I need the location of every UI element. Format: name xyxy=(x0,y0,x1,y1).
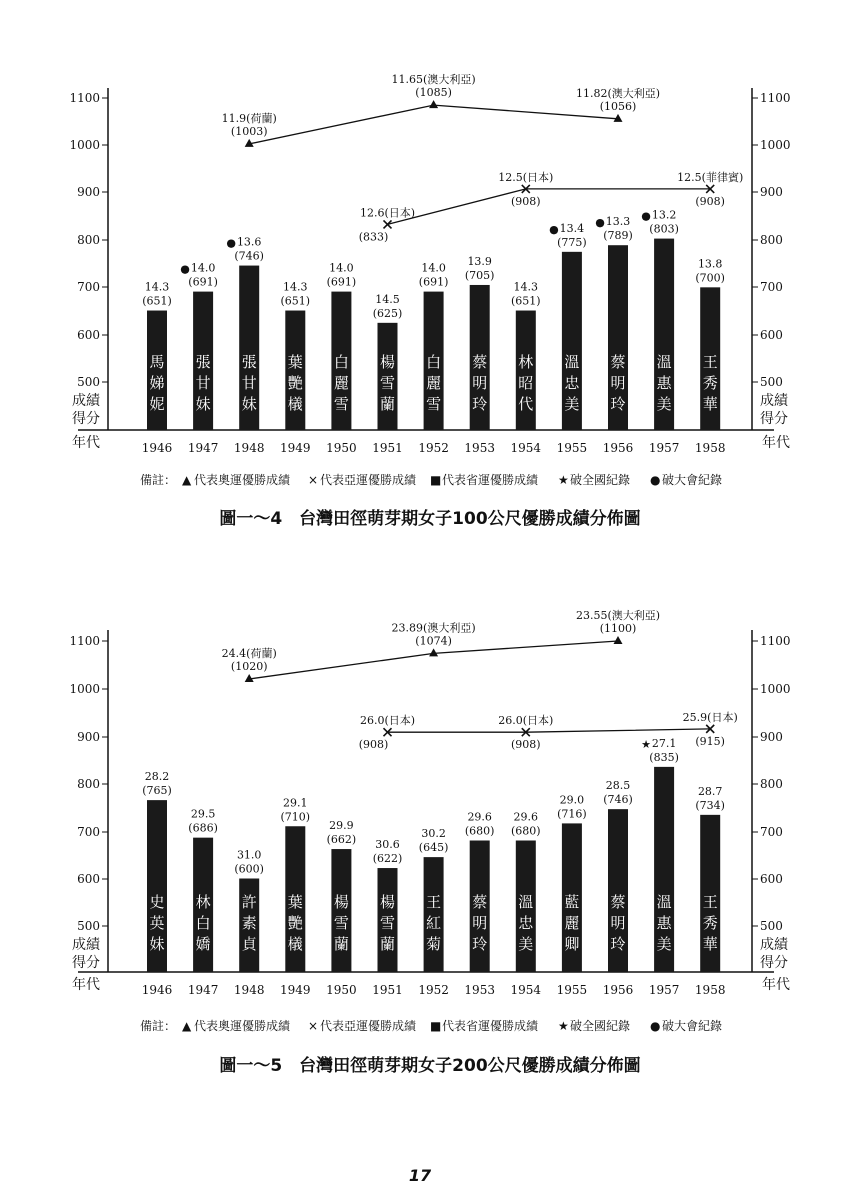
legend-item-text: 破大會紀錄 xyxy=(662,1019,723,1033)
bar-athlete-char: 王 xyxy=(426,893,442,911)
olympic-score-label: (1056) xyxy=(599,99,637,113)
bar-athlete-char: 明 xyxy=(472,914,488,932)
figure-caption: 圖一～4 台灣田徑萌芽期女子100公尺優勝成績分佈圖 xyxy=(219,509,641,529)
bar-athlete-char: 馬 xyxy=(149,353,165,371)
bar-athlete-name xyxy=(288,893,303,953)
bar-time-label: 13.2 xyxy=(651,208,677,222)
bar-time-label: 14.0 xyxy=(190,261,216,275)
bar-athlete-char: 妹 xyxy=(241,395,257,413)
bar-athlete-char: 華 xyxy=(702,395,718,413)
bar-score-label: (700) xyxy=(695,271,725,285)
bar-athlete-char: 玲 xyxy=(472,935,488,953)
score-label-left-1: 成績 xyxy=(72,937,100,953)
legend-symbol: ■ xyxy=(430,1019,442,1033)
bar-athlete-char: 昭 xyxy=(518,374,534,392)
olympic-score-label: (1085) xyxy=(415,86,452,100)
bar-score-label: (662) xyxy=(326,833,357,847)
olympic-record-label: 23.55(澳大利亞) xyxy=(575,609,661,622)
asian-score-label: (908) xyxy=(695,194,725,208)
y-tick-label-right: 700 xyxy=(760,825,783,839)
bar-athlete-name xyxy=(472,893,487,953)
score-label-right-2: 得分 xyxy=(760,411,788,427)
y-tick-label-left: 900 xyxy=(77,185,100,199)
bar-athlete-char: 娣 xyxy=(149,374,165,392)
legend-item-text: 代表奧運優勝成績 xyxy=(194,1019,291,1033)
bar-time-label: 13.3 xyxy=(605,215,631,229)
bar-athlete-char: 玲 xyxy=(610,935,626,953)
bar-score-label: (600) xyxy=(234,862,264,876)
bar-time-label: 31.0 xyxy=(236,848,262,862)
score-label-right-1: 成績 xyxy=(760,937,788,953)
bar-athlete-char: 甘 xyxy=(195,374,211,392)
bar-athlete-char: 雪 xyxy=(426,395,442,413)
bar-athlete-char: 麗 xyxy=(426,374,442,392)
score-label-left-2: 得分 xyxy=(72,411,100,427)
legend-symbol: ▲ xyxy=(182,1019,192,1033)
bar-time-label: 14.3 xyxy=(144,280,170,294)
bar-score-label: (765) xyxy=(142,784,172,798)
bar-athlete-char: 蔡 xyxy=(472,893,488,911)
x-tick-label: 1948 xyxy=(233,983,265,997)
chart-100m xyxy=(69,72,790,529)
y-tick-label-right: 1000 xyxy=(760,138,791,152)
bar-athlete-name xyxy=(380,893,395,953)
y-tick-label-right: 900 xyxy=(760,730,783,744)
bar-athlete-char: 艷 xyxy=(287,914,303,932)
bar-time-label: 13.4 xyxy=(559,221,585,235)
bar-athlete-char: 惠 xyxy=(656,374,672,392)
bar-athlete-name xyxy=(472,353,487,413)
bar-athlete-char: 林 xyxy=(195,893,211,911)
x-tick-label: 1949 xyxy=(280,441,311,455)
legend-item-text: 破全國紀錄 xyxy=(570,473,631,487)
bar-athlete-char: 美 xyxy=(656,935,672,953)
x-tick-label: 1946 xyxy=(141,983,173,997)
bar-athlete-name xyxy=(149,353,164,413)
bar-athlete-char: 蔡 xyxy=(472,353,488,371)
asian-record-label: 12.6(日本) xyxy=(359,206,416,220)
bar-athlete-name xyxy=(564,353,580,413)
olympic-marker xyxy=(429,100,438,108)
y-tick-label-right: 600 xyxy=(760,872,783,886)
bar-score-label: (734) xyxy=(695,798,725,812)
asian-record-label: 26.0(日本) xyxy=(359,714,416,728)
bar-time-label: 30.2 xyxy=(421,827,446,841)
legend-symbol: ▲ xyxy=(182,473,192,487)
asian-record-label: 12.5(日本) xyxy=(498,170,554,184)
bar-time-label: 14.0 xyxy=(421,261,446,275)
asian-score-label: (908) xyxy=(511,738,541,752)
bar-athlete-char: 葉 xyxy=(287,893,303,911)
bar-athlete-char: 素 xyxy=(241,914,257,932)
bar-athlete-char: 蘭 xyxy=(333,935,349,953)
y-tick-label-left: 700 xyxy=(77,280,100,294)
bar-athlete-char: 白 xyxy=(426,353,442,371)
bar-athlete-name xyxy=(149,893,164,953)
bar-athlete-char: 楊 xyxy=(379,893,396,911)
x-tick-label: 1954 xyxy=(510,983,542,997)
chart-200m xyxy=(69,608,790,1076)
score-label-left-1: 成績 xyxy=(72,393,100,409)
x-tick-label: 1954 xyxy=(510,441,542,455)
score-label-right-2: 得分 xyxy=(760,955,788,971)
bar-athlete-char: 檥 xyxy=(287,935,303,953)
bar-score-label: (789) xyxy=(603,229,633,243)
legend-item-text: 破全國紀錄 xyxy=(570,1019,631,1033)
bar-time-label: 28.2 xyxy=(144,770,170,784)
bar-athlete-char: 明 xyxy=(610,914,626,932)
bar-time-label: 14.5 xyxy=(375,292,400,306)
bar-athlete-name xyxy=(657,353,673,413)
meet-record-mark: ● xyxy=(549,222,559,236)
year-label-right: 年代 xyxy=(762,435,790,451)
x-tick-label: 1957 xyxy=(648,983,680,997)
y-tick-label-left: 1100 xyxy=(69,634,100,648)
legend-item-text: 代表奧運優勝成績 xyxy=(194,473,291,487)
bar-athlete-char: 史 xyxy=(149,893,165,911)
bar-athlete-name xyxy=(380,353,395,413)
meet-record-mark: ● xyxy=(180,262,190,276)
legend-symbol: ★ xyxy=(558,473,569,487)
bar-athlete-char: 林 xyxy=(518,353,534,371)
y-tick-label-right: 1000 xyxy=(760,682,791,696)
y-tick-label-left: 800 xyxy=(77,777,100,791)
legend-item-text: 代表省運優勝成績 xyxy=(442,1019,539,1033)
y-tick-label-right: 1100 xyxy=(760,91,791,105)
x-tick-label: 1956 xyxy=(602,441,634,455)
bar-athlete-char: 忠 xyxy=(564,374,580,392)
bar-athlete-char: 卿 xyxy=(564,935,580,953)
olympic-score-label: (1074) xyxy=(415,634,452,648)
bar-athlete-char: 艷 xyxy=(287,374,303,392)
olympic-score-label: (1020) xyxy=(230,660,268,673)
bar-score-label: (746) xyxy=(234,249,264,263)
bar-time-label: 28.7 xyxy=(697,784,723,798)
bar-score-label: (775) xyxy=(557,235,587,249)
x-tick-label: 1946 xyxy=(141,441,173,455)
y-tick-label-left: 600 xyxy=(77,872,100,886)
bar-athlete-char: 美 xyxy=(518,935,534,953)
asian-score-label: (915) xyxy=(695,734,725,748)
asian-line xyxy=(388,729,711,732)
bar-score-label: (691) xyxy=(188,275,218,289)
x-tick-label: 1953 xyxy=(464,441,495,455)
bar-athlete-char: 雪 xyxy=(379,914,396,932)
bar-athlete-char: 楊 xyxy=(333,893,349,911)
bar-score-label: (645) xyxy=(418,841,449,855)
bar-time-label: 13.8 xyxy=(697,257,723,271)
bar-score-label: (803) xyxy=(649,222,679,236)
bar-athlete-name xyxy=(426,893,441,953)
bar-athlete-name xyxy=(703,893,718,953)
x-tick-label: 1958 xyxy=(694,983,726,997)
legend-symbol: ● xyxy=(650,1019,661,1033)
bar-athlete-char: 檥 xyxy=(287,395,303,413)
y-tick-label-right: 800 xyxy=(760,777,783,791)
bar-athlete-char: 英 xyxy=(149,914,165,932)
bar-athlete-char: 秀 xyxy=(702,914,718,932)
legend xyxy=(140,1018,722,1033)
national-record-mark: ★ xyxy=(641,737,652,751)
bar-athlete-char: 貞 xyxy=(241,935,257,953)
bar-athlete-char: 玲 xyxy=(472,395,488,413)
y-tick-label-right: 500 xyxy=(760,919,783,933)
x-tick-label: 1947 xyxy=(187,983,219,997)
bar-athlete-name xyxy=(242,893,258,953)
legend-symbol: ★ xyxy=(558,1019,569,1033)
bar-athlete-name xyxy=(703,353,718,413)
bar-athlete-name xyxy=(518,353,533,413)
bar-athlete-char: 王 xyxy=(702,353,718,371)
score-label-left-2: 得分 xyxy=(72,955,100,971)
bar-athlete-char: 王 xyxy=(702,893,718,911)
bar-score-label: (716) xyxy=(557,807,587,821)
page-number: 17 xyxy=(408,1166,432,1185)
bar-athlete-char: 秀 xyxy=(702,374,718,392)
y-tick-label-left: 900 xyxy=(77,730,100,744)
figure-caption: 圖一～5 台灣田徑萌芽期女子200公尺優勝成績分佈圖 xyxy=(219,1056,641,1076)
y-tick-label-right: 1100 xyxy=(760,634,791,648)
bar-athlete-char: 紅 xyxy=(426,914,442,932)
y-tick-label-right: 800 xyxy=(760,233,783,247)
asian-marker xyxy=(384,220,392,228)
asian-score-label: (833) xyxy=(358,230,389,244)
bar-athlete-char: 美 xyxy=(564,395,580,413)
bar-time-label: 29.5 xyxy=(190,807,216,821)
bar-score-label: (710) xyxy=(280,810,311,824)
bar-athlete-char: 楊 xyxy=(379,353,396,371)
bar-time-label: 13.9 xyxy=(467,254,492,268)
bar-athlete-char: 雪 xyxy=(333,914,349,932)
olympic-score-label: (1100) xyxy=(599,622,637,635)
bar-athlete-char: 白 xyxy=(333,353,349,371)
bar-athlete-char: 藍 xyxy=(564,893,580,911)
bar-athlete-char: 代 xyxy=(518,395,534,413)
olympic-record-label: 23.89(澳大利亞) xyxy=(391,621,476,635)
olympic-marker xyxy=(429,648,438,656)
olympic-line xyxy=(249,105,618,144)
bar-score-label: (651) xyxy=(142,294,172,308)
legend-prefix: 備註： xyxy=(140,473,177,487)
olympic-record-label: 11.65(澳大利亞) xyxy=(391,73,476,87)
olympic-record-label: 11.9(荷蘭) xyxy=(221,111,277,125)
bar-athlete-char: 白 xyxy=(195,914,211,932)
x-tick-label: 1955 xyxy=(556,983,588,997)
olympic-score-label: (1003) xyxy=(230,124,268,138)
bar-athlete-name xyxy=(334,353,349,413)
bar-score-label: (680) xyxy=(464,824,495,838)
bar-athlete-char: 張 xyxy=(195,353,211,371)
bar-athlete-char: 雪 xyxy=(333,395,349,413)
olympic-record-label: 24.4(荷蘭) xyxy=(221,647,277,660)
x-tick-label: 1949 xyxy=(280,983,311,997)
bar-athlete-char: 溫 xyxy=(656,353,672,371)
bar-athlete-char: 溫 xyxy=(518,893,534,911)
asian-record-label: 12.5(菲律賓) xyxy=(677,170,744,184)
x-tick-label: 1951 xyxy=(372,983,403,997)
bar-time-label: 14.3 xyxy=(283,280,308,294)
legend-item-text: 代表亞運優勝成績 xyxy=(320,473,417,487)
bar-score-label: (705) xyxy=(464,268,495,282)
bar-score-label: (691) xyxy=(418,275,449,289)
bar-score-label: (622) xyxy=(372,852,403,866)
bar-athlete-char: 溫 xyxy=(656,893,672,911)
bar-athlete-char: 嬌 xyxy=(195,935,211,953)
bar-score-label: (680) xyxy=(511,824,541,838)
bar-athlete-name xyxy=(610,353,625,413)
bar-time-label: 30.6 xyxy=(375,838,400,852)
bar-score-label: (691) xyxy=(326,275,357,289)
bar-athlete-char: 麗 xyxy=(564,914,580,932)
legend xyxy=(140,472,722,487)
bar-time-label: 29.1 xyxy=(283,796,308,810)
asian-record-label: 26.0(日本) xyxy=(498,714,554,728)
legend-prefix: 備註： xyxy=(140,1019,177,1033)
y-tick-label-left: 600 xyxy=(77,328,100,342)
bar-athlete-name xyxy=(196,893,211,953)
bar-athlete-name xyxy=(426,353,441,413)
legend-item-text: 代表亞運優勝成績 xyxy=(320,1019,417,1033)
olympic-record-label: 11.82(澳大利亞) xyxy=(575,86,661,100)
x-tick-label: 1952 xyxy=(418,983,449,997)
bar-score-label: (746) xyxy=(603,793,633,807)
x-tick-label: 1951 xyxy=(372,441,403,455)
y-tick-label-left: 500 xyxy=(77,375,100,389)
x-tick-label: 1950 xyxy=(326,983,357,997)
bar-athlete-char: 許 xyxy=(241,893,257,911)
y-tick-label-left: 700 xyxy=(77,825,100,839)
legend-symbol: × xyxy=(308,473,319,487)
bar-athlete-char: 麗 xyxy=(333,374,349,392)
bar-athlete-char: 美 xyxy=(656,395,672,413)
bar-athlete-char: 惠 xyxy=(656,914,672,932)
bar-time-label: 14.3 xyxy=(513,280,539,294)
bar-score-label: (651) xyxy=(511,294,541,308)
y-tick-label-left: 500 xyxy=(77,919,100,933)
bar-time-label: 14.0 xyxy=(329,261,354,275)
bar-time-label: 29.6 xyxy=(513,810,539,824)
meet-record-mark: ● xyxy=(595,216,605,230)
olympic-marker xyxy=(614,114,623,122)
bar-athlete-char: 蔡 xyxy=(610,353,626,371)
bar-athlete-char: 明 xyxy=(472,374,488,392)
bar-athlete-char: 雪 xyxy=(379,374,396,392)
asian-record-label: 25.9(日本) xyxy=(682,710,738,724)
bar-athlete-char: 葉 xyxy=(287,353,303,371)
x-tick-label: 1950 xyxy=(326,441,357,455)
x-tick-label: 1953 xyxy=(464,983,495,997)
bar-score-label: (835) xyxy=(649,750,679,764)
bar-athlete-char: 妹 xyxy=(195,395,211,413)
legend-symbol: × xyxy=(308,1019,319,1033)
bar-athlete-char: 忠 xyxy=(518,914,534,932)
bar-athlete-name xyxy=(518,893,534,953)
score-label-right-1: 成績 xyxy=(760,393,788,409)
bar-athlete-name xyxy=(288,353,303,413)
year-label-right: 年代 xyxy=(762,977,790,993)
bar-time-label: 13.6 xyxy=(236,235,262,249)
bar-time-label: 28.5 xyxy=(605,779,631,793)
x-tick-label: 1957 xyxy=(648,441,680,455)
x-tick-label: 1955 xyxy=(556,441,588,455)
legend-item-text: 代表省運優勝成績 xyxy=(442,473,539,487)
legend-symbol: ■ xyxy=(430,473,442,487)
olympic-marker xyxy=(614,636,623,644)
bar-time-label: 29.6 xyxy=(467,810,492,824)
bar-athlete-name xyxy=(657,893,673,953)
y-tick-label-left: 1000 xyxy=(69,138,100,152)
y-tick-label-right: 700 xyxy=(760,280,783,294)
year-label-left: 年代 xyxy=(72,435,100,451)
bar-athlete-char: 妹 xyxy=(149,935,165,953)
bar-time-label: 29.9 xyxy=(329,819,354,833)
bar-athlete-name xyxy=(564,893,579,953)
bar-athlete-char: 妮 xyxy=(149,395,165,413)
x-tick-label: 1956 xyxy=(602,983,634,997)
bar-athlete-name xyxy=(242,353,257,413)
y-tick-label-left: 800 xyxy=(77,233,100,247)
meet-record-mark: ● xyxy=(226,236,237,250)
meet-record-mark: ● xyxy=(641,209,651,223)
asian-score-label: (908) xyxy=(358,738,389,752)
x-tick-label: 1947 xyxy=(187,441,219,455)
bar-athlete-char: 張 xyxy=(241,353,257,371)
bar-time-label: 29.0 xyxy=(559,793,585,807)
bar-athlete-char: 玲 xyxy=(610,395,626,413)
bar-score-label: (686) xyxy=(188,821,218,835)
y-tick-label-left: 1000 xyxy=(69,682,100,696)
bar-score-label: (651) xyxy=(280,294,311,308)
legend-symbol: ● xyxy=(650,473,661,487)
bar-athlete-char: 蘭 xyxy=(379,935,396,953)
bar-athlete-char: 蔡 xyxy=(610,893,626,911)
x-tick-label: 1952 xyxy=(418,441,449,455)
bar-athlete-char: 蘭 xyxy=(379,395,396,413)
bar-time-label: 27.1 xyxy=(651,736,677,750)
bar-athlete-char: 溫 xyxy=(564,353,580,371)
year-label-left: 年代 xyxy=(72,977,100,993)
bar-athlete-char: 甘 xyxy=(241,374,257,392)
bar-score-label: (625) xyxy=(372,306,403,320)
asian-score-label: (908) xyxy=(511,194,541,208)
y-tick-label-left: 1100 xyxy=(69,91,100,105)
x-tick-label: 1958 xyxy=(694,441,726,455)
y-tick-label-right: 600 xyxy=(760,328,783,342)
bar-athlete-char: 菊 xyxy=(426,935,442,953)
y-tick-label-right: 500 xyxy=(760,375,783,389)
y-tick-label-right: 900 xyxy=(760,185,783,199)
bar-athlete-char: 明 xyxy=(610,374,626,392)
bar-athlete-name xyxy=(196,353,211,413)
bar-athlete-name xyxy=(610,893,625,953)
bar-athlete-char: 華 xyxy=(702,935,718,953)
bar-athlete-name xyxy=(334,893,349,953)
legend-item-text: 破大會紀錄 xyxy=(662,473,723,487)
x-tick-label: 1948 xyxy=(233,441,265,455)
